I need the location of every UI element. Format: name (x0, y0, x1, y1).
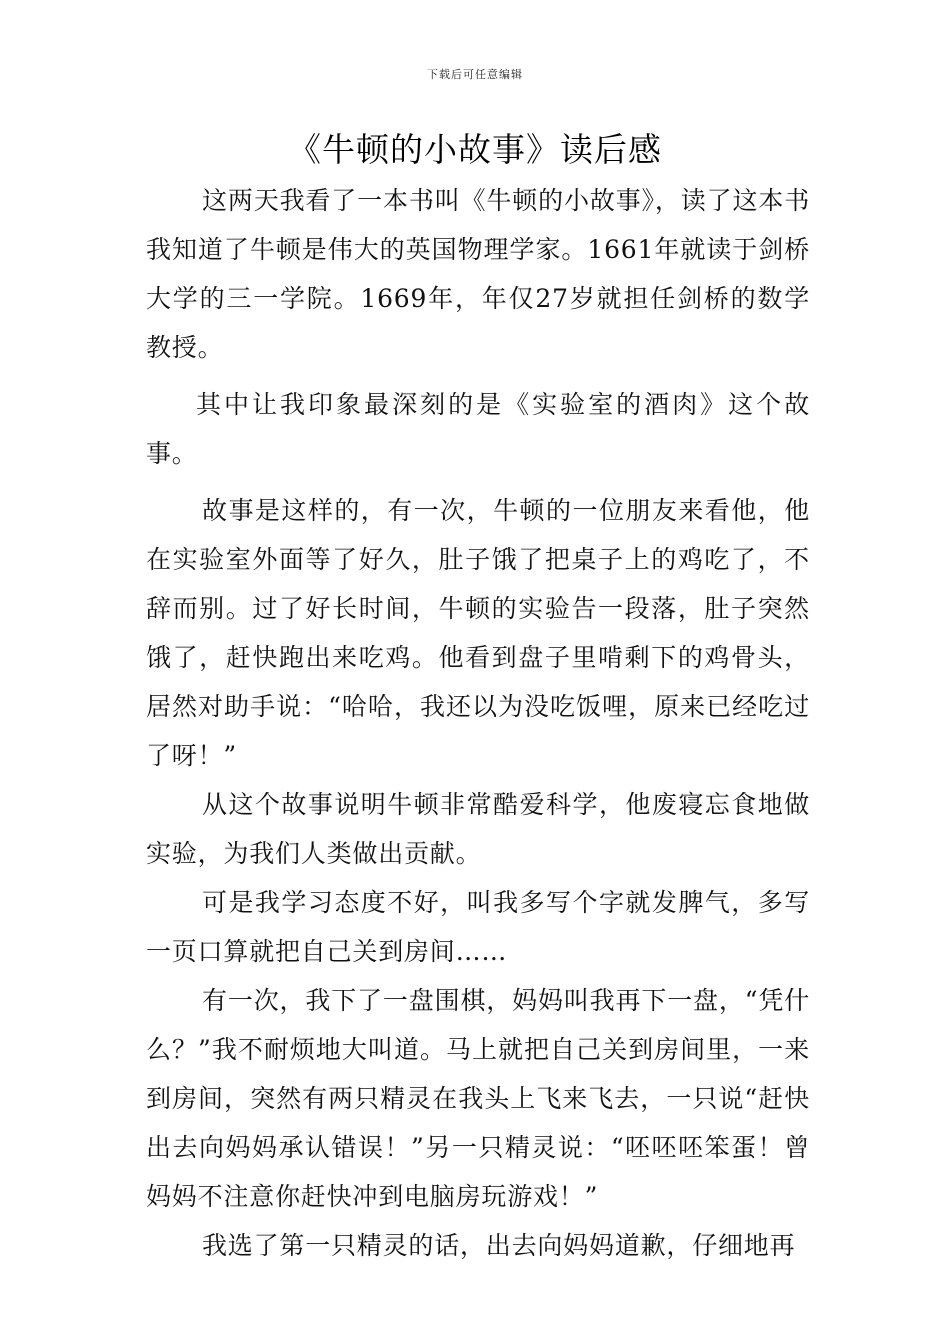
paragraph-intro: 这两天我看了一本书叫《牛顿的小故事》，读了这本书我知道了牛顿是伟大的英国物理学家。1661年就读于剑桥大学的三一学院。1669年，年仅27岁就担任剑桥的数学教授。 (146, 186, 810, 362)
document-body (146, 176, 810, 1270)
paragraph-go-game: 有一次，我下了一盘围棋，妈妈叫我再下一盘，“凭什么？”我不耐烦地大叫道。马上就把自己关到房间里，一来到房间，突然有两只精灵在我头上飞来飞去，一只说“赶快出去向妈妈承认错误！”另一只精灵说：“呸呸呸笨蛋！曾妈妈不注意你赶快冲到电脑房玩游戏！” (146, 986, 810, 1211)
paragraph-self-reflection: 可是我学习态度不好，叫我多写个字就发脾气，多写一页口算就把自己关到房间…… (146, 888, 810, 966)
paragraph-story: 故事是这样的，有一次，牛顿的一位朋友来看他，他在实验室外面等了好久，肚子饿了把桌子上的鸡吃了，不辞而别。过了好长时间，牛顿的实验告一段落，肚子突然饿了，赶快跑出来吃鸡。他看到盘子里啃剩下的鸡骨头，居然对助手说：“哈哈，我还以为没吃饭哩，原来已经吃过了呀！” (146, 496, 810, 770)
paragraph-choice: 我选了第一只精灵的话，出去向妈妈道歉，仔细地再 (202, 1231, 796, 1260)
paragraph-lesson: 从这个故事说明牛顿非常酷爱科学，他废寝忘食地做实验，为我们人类做出贡献。 (146, 790, 810, 868)
header-note: 下载后可任意编辑 (427, 68, 523, 81)
document-title: 《牛顿的小故事》读后感 (288, 130, 662, 169)
paragraph-impression: 其中让我印象最深刻的是《实验室的酒肉》这个故事。 (146, 390, 810, 468)
